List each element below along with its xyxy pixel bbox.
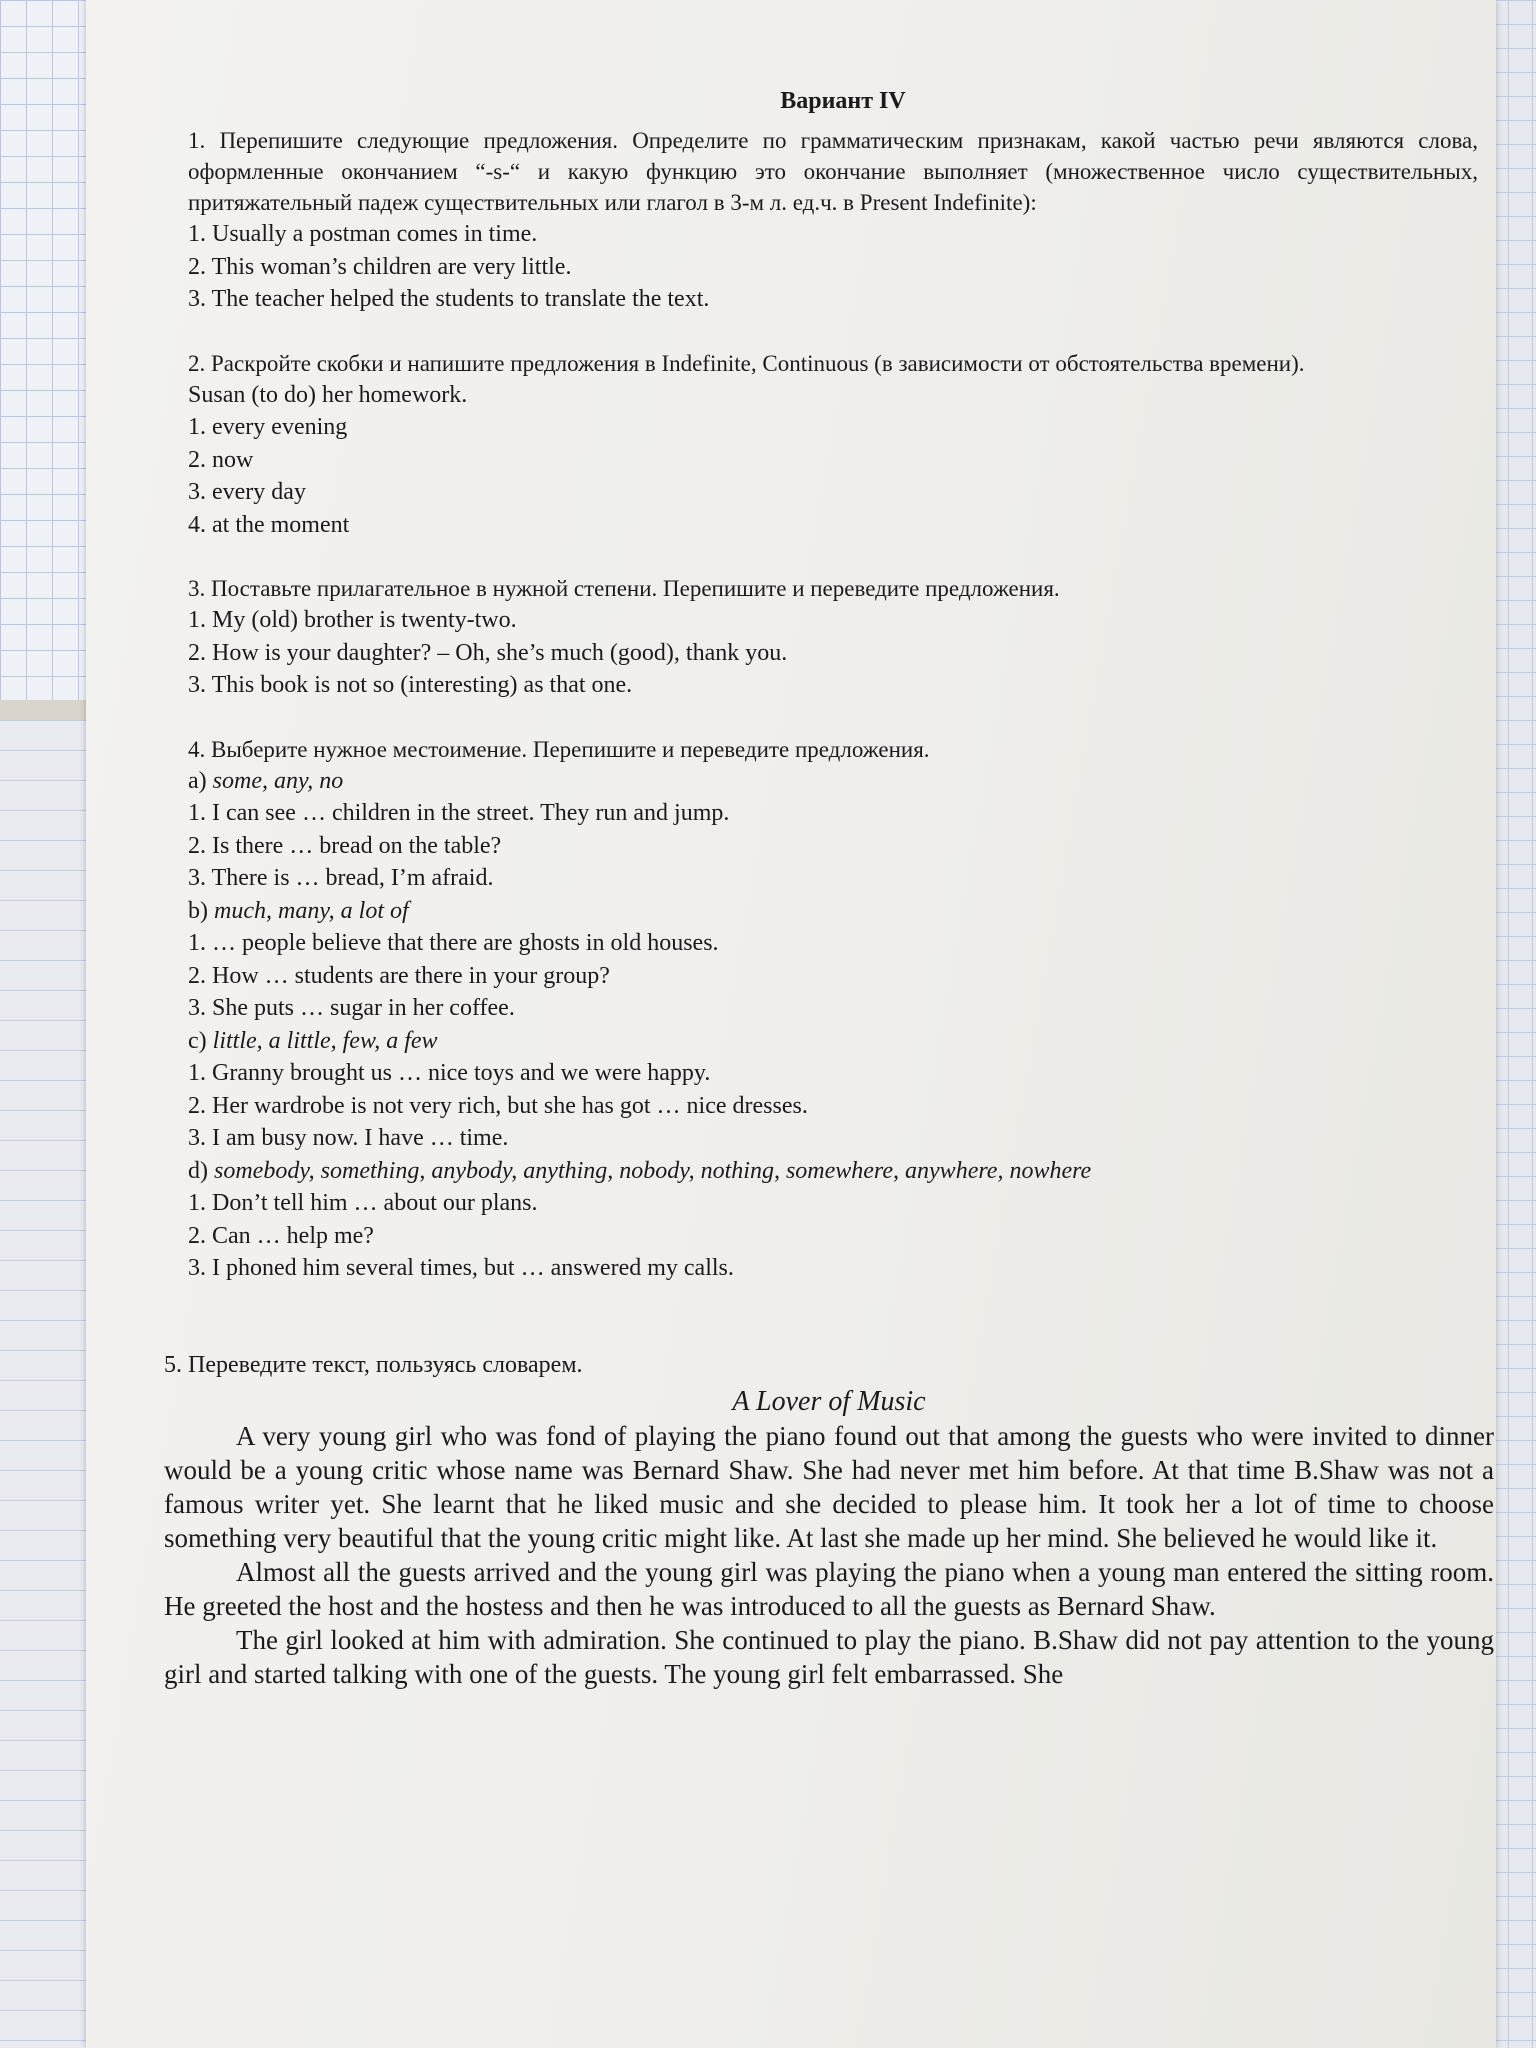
story-paragraph: Almost all the guests arrived and the young girl was playing the piano when a young man entered the sitting room. He greeted the host and the hostess and then he was introduced to all the guests as Bernard Shaw. <box>164 1557 1494 1621</box>
task-4-group-d-header: d) somebody, something, anybody, anything, nobody, nothing, somewhere, anywhere, nowhere <box>188 1157 1092 1184</box>
task-4-item: 3. I am busy now. I have … time. <box>188 1125 509 1151</box>
task-4-item: 2. Can … help me? <box>188 1222 374 1249</box>
task-4-group-a-header: a) some, any, no <box>188 767 344 794</box>
task-4-item: 2. Her wardrobe is not very rich, but she has got … nice dresses. <box>188 1092 808 1119</box>
task-4-item: 1. I can see … children in the street. They run and jump. <box>188 800 730 826</box>
task-4 <box>188 734 1478 1285</box>
task-2-instruction: 2. Раскройте скобки и напишите предложения в Indefinite, Continuous (в зависимости от обстоятельства времени). <box>188 350 1305 376</box>
task-3-item: 3. This book is not so (interesting) as that one. <box>188 672 633 698</box>
page-title: Вариант IV <box>780 88 906 114</box>
task-1-item: 2. This woman’s children are very little. <box>188 253 572 280</box>
task-4-item: 1. Granny brought us … nice toys and we were happy. <box>188 1060 711 1086</box>
task-4-item: 1. Don’t tell him … about our plans. <box>188 1190 538 1216</box>
task-3-instruction: 3. Поставьте прилагательное в нужной степени. Перепишите и переведите предложения. <box>188 576 1060 601</box>
task-2-item: 2. now <box>188 446 254 473</box>
task-3-item: 2. How is your daughter? – Oh, she’s much (good), thank you. <box>188 639 788 666</box>
task-5 <box>164 1349 1494 1692</box>
task-2-base-sentence: Susan (to do) her homework. <box>188 381 468 408</box>
task-4-item: 1. … people believe that there are ghosts in old houses. <box>188 930 719 956</box>
task-1-item: 3. The teacher helped the students to translate the text. <box>188 286 710 312</box>
task-1-instruction: 1. Перепишите следующие предложения. Определите по грамматическим признакам, какой частью речи являются слова, оформленные окончанием “-s-“ и какую функцию это окончание выполняет (множественное число существительных, притяжательный падеж существительных или глагол в 3-м л. ед.ч. в Present Indefinite): <box>188 128 1478 215</box>
task-4-group-c-header: c) little, a little, few, a few <box>188 1027 438 1054</box>
story-paragraph: The girl looked at him with admiration. She continued to play the piano. B.Shaw did not pay attention to the young girl and started talking with one of the guests. The young girl felt embarrassed. She <box>164 1625 1494 1689</box>
task-4-item: 3. There is … bread, I’m afraid. <box>188 865 494 891</box>
task-2 <box>188 348 1478 542</box>
worksheet-content <box>164 88 1494 1691</box>
task-1-item: 1. Usually a postman comes in time. <box>188 221 538 247</box>
task-5-instruction: 5. Переведите текст, пользуясь словарем. <box>164 1351 583 1378</box>
task-4-item: 2. Is there … bread on the table? <box>188 832 502 859</box>
task-4-instruction: 4. Выберите нужное местоимение. Перепишите и переведите предложения. <box>188 736 930 762</box>
task-3-item: 1. My (old) brother is twenty-two. <box>188 607 517 633</box>
task-2-item: 4. at the moment <box>188 511 350 538</box>
task-4-item: 3. She puts … sugar in her coffee. <box>188 995 515 1021</box>
task-4-item: 2. How … students are there in your group? <box>188 962 610 989</box>
task-4-item: 3. I phoned him several times, but … answered my calls. <box>188 1255 734 1281</box>
story-title: A Lover of Music <box>732 1386 926 1417</box>
task-2-item: 3. every day <box>188 479 306 505</box>
task-2-item: 1. every evening <box>188 414 348 440</box>
task-1 <box>188 125 1478 316</box>
task-4-group-b-header: b) much, many, a lot of <box>188 897 409 924</box>
task-3 <box>188 573 1478 702</box>
story-paragraph: A very young girl who was fond of playing the piano found out that among the guests who were invited to dinner would be a young critic whose name was Bernard Shaw. She had never met him before. At that time B.Shaw was not a famous writer yet. She learnt that he liked music and she decided to please him. It took her a lot of time to choose something very beautiful that the young critic might like. At last she made up her mind. She believed he would like it. <box>164 1421 1494 1553</box>
